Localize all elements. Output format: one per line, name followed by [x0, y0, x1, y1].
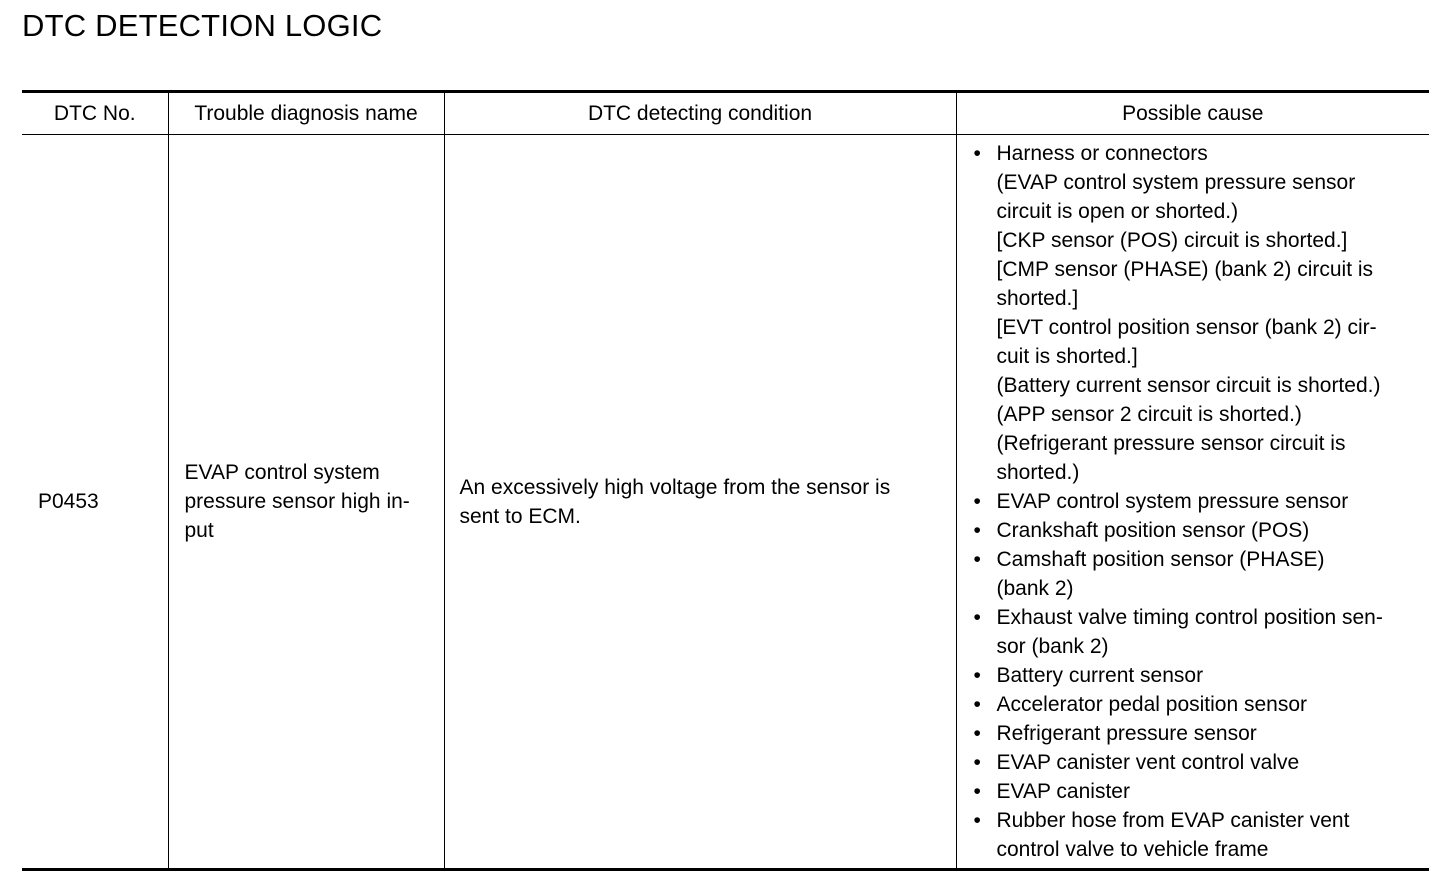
cause-list-item	[971, 777, 1430, 806]
possible-cause-cell	[956, 135, 1429, 870]
cause-line: • Crankshaft position sensor (POS)	[996, 519, 1310, 542]
cause-line: (Battery current sensor circuit is shorted.)	[996, 374, 1381, 397]
condition-line: sent to ECM.	[459, 504, 581, 528]
cause-line: • Accelerator pedal position sensor	[996, 693, 1308, 716]
cause-line: [CKP sensor (POS) circuit is shorted.]	[996, 229, 1348, 252]
cause-line: • Exhaust valve timing control position sen-	[996, 606, 1383, 629]
table-body	[22, 135, 1429, 870]
cause-line: control valve to vehicle frame	[996, 838, 1269, 861]
cause-line: • Harness or connectors	[996, 142, 1208, 165]
header-condition: DTC detecting condition	[444, 92, 956, 135]
cause-list-item	[971, 661, 1430, 690]
cause-line: [EVT control position sensor (bank 2) cir-	[996, 316, 1377, 339]
cause-list-item	[971, 806, 1430, 864]
cause-list-item	[971, 545, 1430, 603]
cause-line: (Refrigerant pressure sensor circuit is	[996, 432, 1346, 455]
cause-line: • Refrigerant pressure sensor	[996, 722, 1257, 745]
cause-line: shorted.)	[996, 461, 1080, 484]
cause-line: circuit is open or shorted.)	[996, 200, 1239, 223]
cause-list-item	[971, 139, 1430, 487]
condition-line: An excessively high voltage from the sensor is	[459, 475, 891, 499]
trouble-name-line: put	[184, 519, 214, 542]
cause-line: shorted.]	[996, 287, 1079, 310]
cause-list-item	[971, 603, 1430, 661]
cause-line: • Battery current sensor	[996, 664, 1204, 687]
cause-list-item	[971, 719, 1430, 748]
cause-line: (bank 2)	[996, 577, 1074, 600]
cause-line: • Camshaft position sensor (PHASE)	[996, 548, 1325, 571]
cause-line: sor (bank 2)	[996, 635, 1109, 658]
cause-line: • EVAP control system pressure sensor	[996, 490, 1349, 513]
table-header	[22, 92, 1429, 135]
possible-cause-list	[971, 139, 1430, 864]
header-trouble-name: Trouble diagnosis name	[168, 92, 444, 135]
cause-line: (EVAP control system pressure sensor	[996, 171, 1356, 194]
cause-line: [CMP sensor (PHASE) (bank 2) circuit is	[996, 258, 1374, 281]
header-row	[22, 92, 1429, 135]
cause-list-item	[971, 748, 1430, 777]
dtc-number-cell: P0453	[38, 490, 99, 513]
cause-line: cuit is shorted.]	[996, 345, 1138, 368]
dtc-table	[22, 90, 1429, 871]
condition-cell	[444, 135, 956, 870]
cause-list-item	[971, 487, 1430, 516]
trouble-name-line: pressure sensor high in-	[184, 490, 410, 513]
trouble-name-cell	[168, 135, 444, 870]
cause-list-item	[971, 690, 1430, 719]
trouble-name-line: EVAP control system	[184, 461, 380, 484]
table-row	[22, 135, 1429, 870]
header-cause: Possible cause	[956, 92, 1429, 135]
cause-line: • EVAP canister vent control valve	[996, 751, 1300, 774]
cause-line: • EVAP canister	[996, 780, 1130, 803]
cause-line: • Rubber hose from EVAP canister vent	[996, 809, 1350, 832]
page-title: DTC DETECTION LOGIC	[22, 8, 383, 43]
cause-line: (APP sensor 2 circuit is shorted.)	[996, 403, 1302, 426]
cause-list-item	[971, 516, 1430, 545]
header-dtc-no: DTC No.	[53, 102, 136, 125]
